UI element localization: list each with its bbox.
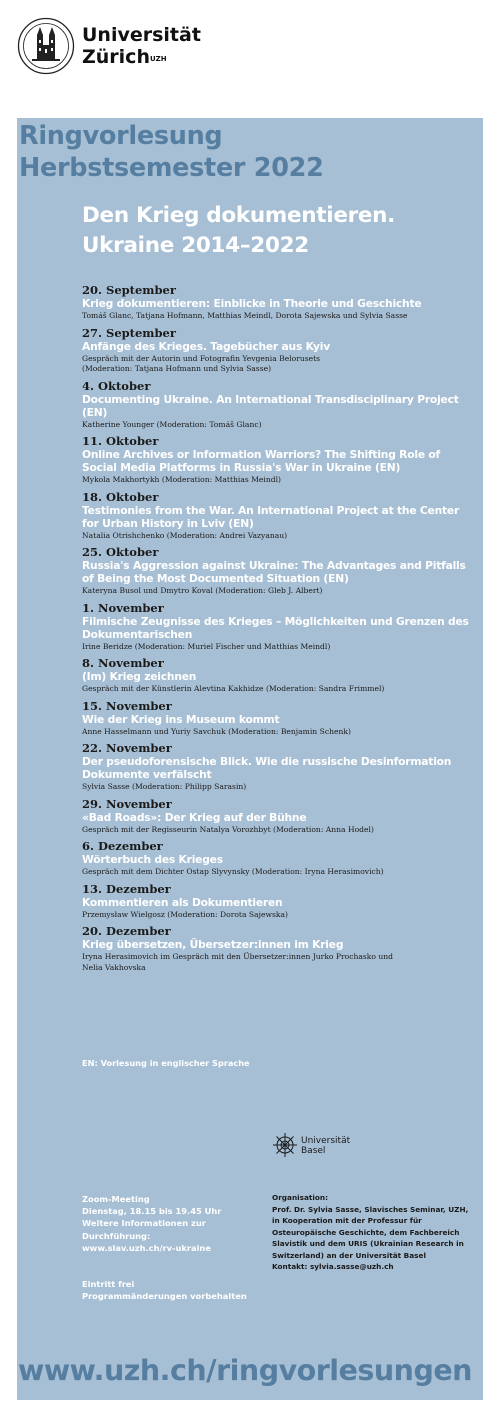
university-city: Zürich — [82, 46, 150, 68]
basel-text-line2: Basel — [301, 1146, 326, 1156]
event-item — [82, 699, 472, 738]
event-list — [82, 283, 472, 977]
event-title: Wie der Krieg ins Museum kommt — [82, 712, 280, 726]
event-date: 27. September — [82, 325, 176, 340]
event-speakers: Natalia Otrishchenko (Moderation: Andrei Vazyanau) — [82, 530, 288, 540]
event-item — [82, 490, 472, 542]
zoom-line1: Zoom-Meeting — [82, 1194, 150, 1204]
basel-star-icon — [272, 1132, 298, 1158]
event-title: Wörterbuch des Krieges — [82, 853, 223, 866]
event-title: Documenting Ukraine. An International Transdisciplinary Project (EN) — [82, 392, 459, 419]
main-title-line1: Den Krieg dokumentieren. — [82, 203, 396, 228]
event-title: Anfänge des Krieges. Tagebücher aus Kyiv — [82, 339, 331, 353]
event-speakers: Mykola Makhortykh (Moderation: Matthias Meindl) — [82, 475, 281, 484]
series-title-line1: Ringvorlesung — [19, 121, 223, 151]
event-item — [82, 839, 472, 878]
event-title: «Bad Roads»: Der Krieg auf der Bühne — [82, 810, 307, 824]
org-line5: Slavistik und dem URIS (Ukrainian Research in — [272, 1239, 464, 1248]
org-contact[interactable]: Kontakt: sylvia.sasse@uzh.ch — [272, 1262, 394, 1271]
series-title-line2: Herbstsemester 2022 — [19, 153, 324, 183]
event-item — [82, 656, 472, 695]
event-speakers: Iryna Herasimovich im Gespräch mit den Übersetzer:innen Jurko Prochasko und Nelia Vakhovska — [82, 952, 394, 972]
org-line3: in Kooperation mit der Professur für — [272, 1216, 422, 1225]
event-item — [82, 797, 472, 836]
org-line4: Osteuropäische Geschichte, dem Fachbereich — [272, 1227, 460, 1237]
event-title: Testimonies from the War. An International Project at the Center for Urban History in Lviv (EN) — [82, 503, 460, 530]
event-date: 18. Oktober — [82, 489, 159, 504]
event-speakers: Gespräch mit dem Dichter Ostap Slyvynsky (Moderation: Iryna Herasimovich) — [82, 867, 384, 876]
event-item — [82, 434, 472, 486]
basel-text-line1: Universität — [301, 1136, 351, 1146]
event-item — [82, 379, 472, 431]
event-speakers: Tomáš Glanc, Tatjana Hofmann, Matthias Meindl, Dorota Sajewska und Sylvia Sasse — [82, 311, 408, 320]
zoom-info — [82, 1193, 262, 1254]
event-item — [82, 924, 472, 973]
event-date: 20. Dezember — [82, 924, 171, 938]
event-speakers: Gespräch mit der Künstlerin Alevtina Kakhidze (Moderation: Sandra Frimmel) — [82, 684, 385, 693]
footer-url[interactable]: www.uzh.ch/ringvorlesungen — [18, 1354, 472, 1387]
event-speakers: Przemysław Wielgosz (Moderation: Dorota Sajewska) — [82, 909, 288, 919]
event-title: Krieg übersetzen, Übersetzer:innen im Krieg — [82, 938, 344, 951]
basel-text — [301, 1136, 350, 1156]
entry-info — [82, 1278, 262, 1302]
event-item — [82, 545, 472, 597]
event-item — [82, 882, 472, 921]
university-abbrev: UZH — [149, 55, 167, 63]
org-line1: Organisation: — [272, 1193, 329, 1202]
series-title — [19, 120, 324, 184]
event-date: 11. Oktober — [82, 434, 159, 448]
event-speakers: Gespräch mit der Regisseurin Natalya Vorozhbyt (Moderation: Anna Hodel) — [82, 824, 374, 834]
event-title: Russia's Aggression against Ukraine: The Advantages and Pitfalls of Being the Most Documented Situation (EN) — [82, 559, 466, 585]
event-title: Kommentieren als Dokumentieren — [82, 895, 283, 909]
event-title: Online Archives or Information Warriors? The Shifting Role of Social Media Platforms in Russia's War in Ukraine (EN) — [82, 448, 440, 474]
university-name-line2 — [82, 46, 201, 68]
header — [0, 0, 500, 118]
event-date: 20. September — [82, 283, 176, 297]
uzh-seal-logo — [17, 17, 75, 75]
event-date: 15. November — [82, 698, 172, 713]
org-line6: Switzerland) an der Universität Basel — [272, 1250, 426, 1260]
event-date: 1. November — [82, 600, 164, 615]
event-speakers: Gespräch mit der Autorin und Fotografin Yevgenia Belorusets (Moderation: Tatjana Hofmann und Sylvia Sasse) — [82, 353, 321, 373]
zoom-link[interactable]: www.slav.uzh.ch/rv-ukraine — [82, 1242, 211, 1253]
event-title: (Im) Krieg zeichnen — [82, 670, 197, 683]
zoom-line4: Durchführung: — [82, 1230, 151, 1241]
event-speakers: Kateryna Busol und Dmytro Koval (Moderation: Gleb J. Albert) — [82, 586, 323, 595]
event-item — [82, 326, 472, 375]
event-speakers: Anne Hasselmann und Yuriy Savchuk (Moderation: Benjamin Schenk) — [82, 726, 351, 736]
event-date: 13. Dezember — [82, 881, 171, 896]
university-name-line1: Universität — [82, 24, 201, 46]
organisation-info — [272, 1192, 472, 1273]
event-item — [82, 741, 472, 793]
event-speakers: Katherine Younger (Moderation: Tomáš Glanc) — [82, 419, 262, 429]
zoom-line2: Dienstag, 18.15 bis 19.45 Uhr — [82, 1206, 222, 1217]
event-title: Krieg dokumentieren: Einblicke in Theorie und Geschichte — [82, 297, 422, 310]
event-speakers: Sylvia Sasse (Moderation: Philipp Sarasin) — [82, 782, 247, 791]
event-date: 22. November — [82, 741, 172, 755]
entry-line2: Programmänderungen vorbehalten — [82, 1291, 247, 1302]
main-title-line2: Ukraine 2014–2022 — [82, 233, 309, 258]
event-date: 8. November — [82, 656, 164, 670]
basel-logo — [272, 1132, 372, 1162]
event-date: 6. Dezember — [82, 839, 163, 853]
event-item — [82, 601, 472, 653]
event-title: Filmische Zeugnisse des Krieges – Möglichkeiten und Grenzen des Dokumentarischen — [82, 614, 469, 641]
event-title: Der pseudoforensische Blick. Wie die russische Desinformation Dokumente verfälscht — [82, 755, 452, 781]
main-title — [82, 201, 395, 261]
org-line2: Prof. Dr. Sylvia Sasse, Slavisches Seminar, UZH, — [272, 1204, 469, 1214]
language-note: EN: Vorlesung in englischer Sprache — [82, 1058, 250, 1068]
university-name — [82, 24, 201, 68]
event-date: 29. November — [82, 796, 172, 811]
event-item — [82, 283, 472, 322]
event-date: 4. Oktober — [82, 378, 151, 393]
event-date: 25. Oktober — [82, 545, 159, 559]
zoom-line3: Weitere Informationen zur — [82, 1218, 206, 1229]
entry-line1: Eintritt frei — [82, 1279, 135, 1289]
event-speakers: Irine Beridze (Moderation: Muriel Fischer und Matthias Meindl) — [82, 641, 331, 651]
